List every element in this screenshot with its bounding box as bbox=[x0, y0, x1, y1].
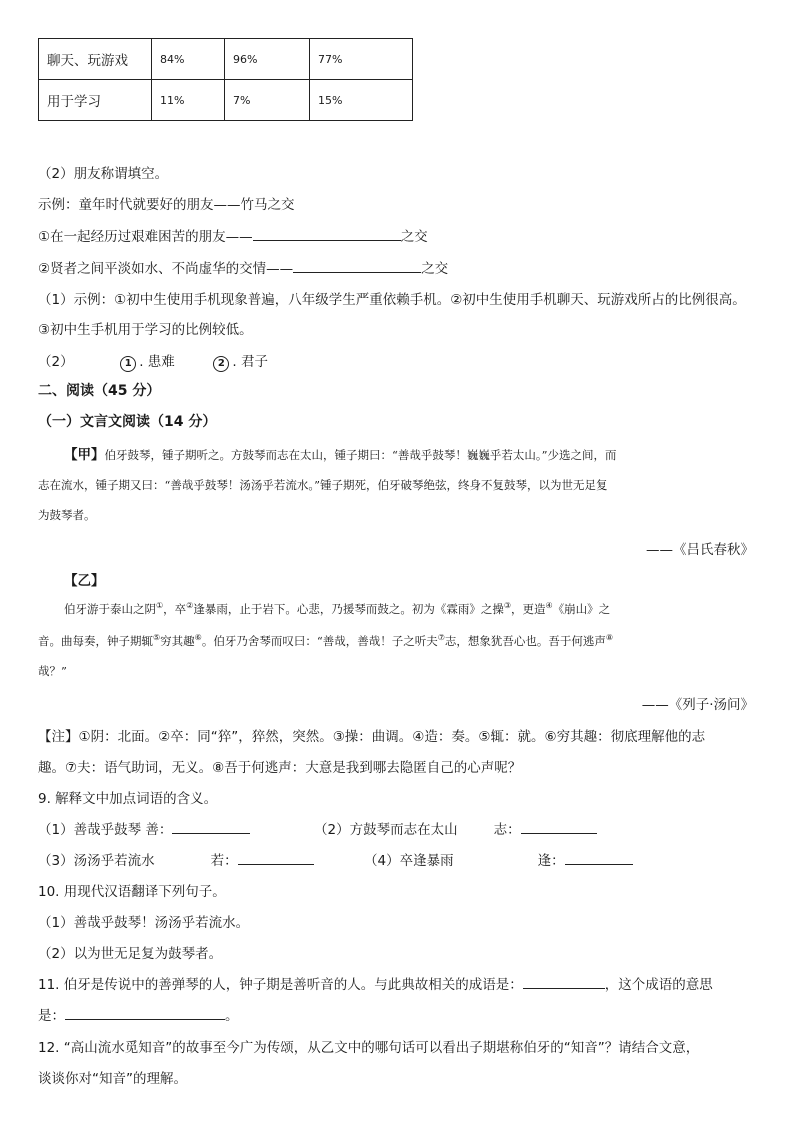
note-line1: 【注】①阴：北面。②卒：同“猝”，猝然，突然。③操：曲调。④造：奏。⑤辄：就。⑥穷其趣：彻底理解他的志 bbox=[38, 729, 706, 745]
passage-jia-line2: 志在流水，锺子期又曰：“善哉乎鼓琴！汤汤乎若流水。”锺子期死，伯牙破琴绝弦，终身不复鼓琴，以为世无足复 bbox=[38, 478, 608, 492]
q10-prompt: 10. 用现代汉语翻译下列句子。 bbox=[38, 884, 226, 900]
passage-yi-line1 bbox=[64, 601, 610, 617]
passage-text: 音。曲每奏，钟子期辄 bbox=[38, 634, 153, 648]
table-cell: 11% bbox=[152, 80, 225, 121]
q9-item2-label: （2）方鼓琴而志在太山 bbox=[314, 822, 458, 838]
passage-text: 穷其趣 bbox=[160, 634, 195, 648]
answer-2 bbox=[38, 350, 268, 372]
table-cell: 15% bbox=[310, 80, 413, 121]
answer-blank[interactable] bbox=[565, 850, 633, 865]
answer-2-value-1: . 患难 bbox=[139, 354, 175, 370]
passage-label: 【乙】 bbox=[64, 573, 105, 589]
passage-text: ，更造 bbox=[511, 602, 546, 616]
q9-item4-key: 逢： bbox=[537, 853, 565, 869]
answer-blank[interactable] bbox=[293, 258, 421, 273]
answer-2-prefix: （2） bbox=[38, 354, 74, 370]
section-heading: 二、阅读（45 分） bbox=[38, 383, 161, 399]
q11-text: 11. 伯牙是传说中的善弹琴的人，钟子期是善听音的人。与此典故相关的成语是： bbox=[38, 977, 523, 993]
q11-text: ，这个成语的意思 bbox=[604, 977, 713, 993]
q9-item4 bbox=[364, 849, 633, 869]
passage-yi-line2 bbox=[38, 633, 613, 649]
passage-label: 【甲】 bbox=[64, 447, 105, 463]
q2-item2-suffix: 之交 bbox=[421, 261, 449, 277]
answer-blank[interactable] bbox=[65, 1005, 225, 1020]
answer-blank[interactable] bbox=[172, 819, 250, 834]
q2-item2 bbox=[38, 257, 448, 277]
q9-item3-label: （3）汤汤乎若流水 bbox=[38, 853, 155, 869]
note-marker: ④ bbox=[545, 601, 553, 611]
table-cell: 96% bbox=[225, 39, 310, 80]
q2-prompt: （2）朋友称谓填空。 bbox=[38, 166, 169, 182]
table-cell: 用于学习 bbox=[39, 80, 152, 121]
q9-item3-key: 若： bbox=[210, 853, 238, 869]
answer-blank[interactable] bbox=[521, 819, 597, 834]
table-row bbox=[39, 39, 413, 80]
q2-item1 bbox=[38, 225, 428, 245]
note-line2: 趣。⑦夫：语气助词，无义。⑧吾于何逃声：大意是我到哪去隐匿自己的心声呢？ bbox=[38, 760, 522, 776]
q2-item1-suffix: 之交 bbox=[400, 229, 428, 245]
note-marker: ⑦ bbox=[437, 633, 445, 643]
passage-text: 伯牙鼓琴，锺子期听之。方鼓琴而志在太山，锺子期曰：“善哉乎鼓琴！巍巍乎若太山。”少选之间，而 bbox=[104, 448, 617, 462]
answer-blank[interactable] bbox=[238, 850, 314, 865]
circled-number: 1 bbox=[120, 356, 136, 372]
q10-item1: （1）善哉乎鼓琴！汤汤乎若流水。 bbox=[38, 915, 250, 931]
passage-text: 。伯牙乃舍琴而叹曰：“善哉，善哉！子之听夫 bbox=[201, 634, 438, 648]
note-marker: ③ bbox=[503, 601, 512, 611]
q9-item1 bbox=[38, 818, 250, 838]
passage-text: ，卒 bbox=[163, 602, 187, 616]
passage-text: 《崩山》之 bbox=[552, 602, 611, 616]
table-cell: 聊天、玩游戏 bbox=[39, 39, 152, 80]
survey-table bbox=[38, 38, 413, 121]
note-marker: ⑤ bbox=[153, 633, 161, 643]
answer-1-line2: ③初中生手机用于学习的比例较低。 bbox=[38, 322, 253, 338]
q10-item2: （2）以为世无足复为鼓琴者。 bbox=[38, 946, 223, 962]
passage-jia-line1 bbox=[64, 443, 617, 463]
q11-line1 bbox=[38, 973, 713, 993]
passage-text: 志，想象犹吾心也。吾于何逃声 bbox=[444, 634, 606, 648]
passage-text: 逢暴雨，止于岩下。心悲，乃援琴而鼓之。初为《霖雨》之操 bbox=[193, 602, 504, 616]
section-sub-heading: （一）文言文阅读（14 分） bbox=[38, 414, 217, 430]
q12-line1: 12. “高山流水觅知音”的故事至今广为传颂，从乙文中的哪句话可以看出子期堪称伯牙的“知音”？请结合文意， bbox=[38, 1040, 700, 1056]
table-cell: 7% bbox=[225, 80, 310, 121]
q11-text: 是： bbox=[38, 1008, 65, 1024]
table-cell: 77% bbox=[310, 39, 413, 80]
passage-jia-source: ——《吕氏春秋》 bbox=[646, 542, 754, 558]
note-marker: ① bbox=[156, 601, 164, 611]
passage-yi-line3: 哉？” bbox=[38, 664, 67, 678]
answer-blank[interactable] bbox=[523, 974, 605, 989]
note-marker: ⑧ bbox=[605, 633, 614, 643]
q9-item4-label: （4）卒逢暴雨 bbox=[364, 853, 454, 869]
q9-prompt: 9. 解释文中加点词语的含义。 bbox=[38, 791, 218, 807]
q2-example: 示例：童年时代就要好的朋友——竹马之交 bbox=[38, 197, 295, 213]
answer-2-value-2: . 君子 bbox=[232, 354, 268, 370]
passage-text: 伯牙游于泰山之阴 bbox=[64, 602, 156, 616]
table-row bbox=[39, 80, 413, 121]
q11-text: 。 bbox=[225, 1008, 239, 1024]
q2-item1-prefix: ①在一起经历过艰难困苦的朋友—— bbox=[38, 229, 253, 245]
answer-blank[interactable] bbox=[253, 226, 401, 241]
q11-line2 bbox=[38, 1004, 239, 1024]
q9-item1-label: （1）善哉乎鼓琴 善： bbox=[38, 822, 173, 838]
passage-jia-line3: 为鼓琴者。 bbox=[38, 508, 96, 522]
q9-item3 bbox=[38, 849, 314, 869]
note-marker: ⑥ bbox=[194, 633, 202, 643]
q9-item2-key: 志： bbox=[493, 822, 521, 838]
answer-1-line1: （1）示例：①初中生使用手机现象普遍，八年级学生严重依赖手机。②初中生使用手机聊天、玩游戏所占的比例很高。 bbox=[38, 292, 746, 308]
q12-line2: 谈谈你对“知音”的理解。 bbox=[38, 1071, 187, 1087]
note-marker: ② bbox=[186, 601, 194, 611]
passage-yi-source: ——《列子·汤问》 bbox=[641, 697, 754, 713]
q9-item2 bbox=[314, 818, 597, 838]
table-cell: 84% bbox=[152, 39, 225, 80]
q2-item2-prefix: ②贤者之间平淡如水、不尚虚华的交情—— bbox=[38, 261, 294, 277]
circled-number: 2 bbox=[213, 356, 229, 372]
